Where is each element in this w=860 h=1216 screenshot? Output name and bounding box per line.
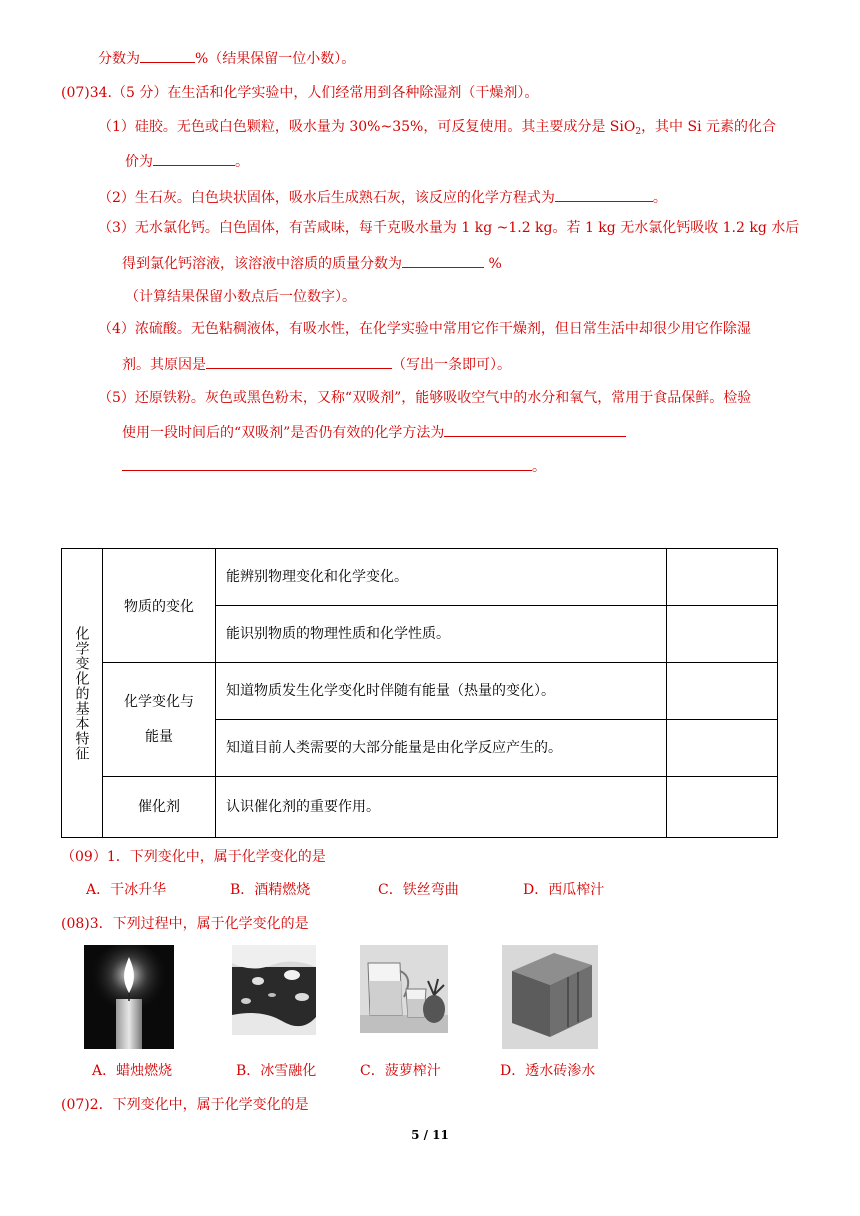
q34-heading: (07)34.（5 分）在生活和化学实验中，人们经常用到各种除湿剂（干燥剂）。 <box>61 85 539 101</box>
q34-part1-text: （1）硅胶。无色或白色颗粒，吸水量为 30%~35%，可反复使用。其主要成分是 SiO <box>98 119 636 135</box>
juice-pitcher-photo <box>360 945 448 1033</box>
q34-part4: （4）浓硫酸。无色粘稠液体，有吸水性，在化学实验中常用它作干燥剂，但日常生活中却很少用它作除湿 <box>98 321 751 337</box>
q08-option-a[interactable]: A．蜡烛燃烧 <box>92 1063 173 1079</box>
table-topic: 化学变化与 <box>124 694 194 710</box>
q34-part1-text-d: 。 <box>235 154 249 170</box>
q34-part1-cont <box>125 150 249 172</box>
q34-part4-text-b: 剂。其原因是 <box>122 357 206 373</box>
table-check-cell <box>666 548 778 606</box>
q34-part2-text: （2）生石灰。白色块状固体，吸水后生成熟石灰，该反应的化学方程式为 <box>98 190 555 206</box>
q09-question: （09）1．下列变化中，属于化学变化的是 <box>61 849 326 865</box>
page-number: 5 / 11 <box>411 1128 449 1142</box>
table-topic-cell <box>102 662 216 777</box>
q34-part5-cont2 <box>122 455 546 477</box>
table-item: 能辨别物理变化和化学变化。 <box>226 569 408 585</box>
table-item: 能识别物质的物理性质和化学性质。 <box>226 626 450 642</box>
subscript-2: 2 <box>635 127 642 137</box>
q08-option-b[interactable]: B．冰雪融化 <box>236 1063 317 1079</box>
q08-option-d[interactable]: D．透水砖渗水 <box>500 1063 596 1079</box>
q34-line0-text-b: %（结果保留一位小数）。 <box>195 51 356 67</box>
answer-blank[interactable] <box>206 353 392 369</box>
answer-blank[interactable] <box>122 455 532 471</box>
q34-part4-cont <box>122 353 511 375</box>
q09-option-c[interactable]: C．铁丝弯曲 <box>378 882 459 898</box>
candle-photo <box>84 945 174 1049</box>
table-check-cell <box>666 662 778 720</box>
q09-option-d[interactable]: D．西瓜榨汁 <box>523 882 605 898</box>
table-topic: 物质的变化 <box>124 599 194 615</box>
q34-part2 <box>98 186 667 208</box>
answer-blank[interactable] <box>444 421 626 437</box>
table-check-cell <box>666 605 778 663</box>
table-item: 认识催化剂的重要作用。 <box>226 799 380 815</box>
table-topic: 能量 <box>145 729 173 745</box>
q34-part5: （5）还原铁粉。灰色或黑色粉末，又称“双吸剂”，能够吸收空气中的水分和氧气，常用于食品保鲜。检验 <box>98 390 752 406</box>
q34-part1 <box>98 117 776 142</box>
answer-blank[interactable] <box>140 47 195 63</box>
answer-blank[interactable] <box>153 150 235 166</box>
table-topic: 催化剂 <box>138 799 180 815</box>
table-item: 知道目前人类需要的大部分能量是由化学反应产生的。 <box>226 740 562 756</box>
q34-part1-text-b: ，其中 Si 元素的化合 <box>641 119 777 135</box>
q08-option-c[interactable]: C．菠萝榨汁 <box>360 1063 441 1079</box>
q34-part3-text-b: 得到氯化钙溶液，该溶液中溶质的质量分数为 <box>122 256 402 272</box>
table-category-label <box>61 548 102 838</box>
q34-part5-text-b: 使用一段时间后的“双吸剂”是否仍有效的化学方法为 <box>122 425 445 441</box>
q34-part3: （3）无水氯化钙。白色固体，有苦咸味，每千克吸水量为 1 kg ~1.2 kg。若 1 kg 无水氯化钙吸收 1.2 kg 水后 <box>98 220 800 236</box>
table-check-cell <box>666 776 778 838</box>
q09-option-a[interactable]: A．干冰升华 <box>86 882 167 898</box>
q08-question: (08)3．下列过程中，属于化学变化的是 <box>61 916 309 932</box>
answer-blank[interactable] <box>402 252 484 268</box>
q34-part4-text-c: （写出一条即可）。 <box>392 357 511 373</box>
category-text: 化学变化的基本特征 <box>73 625 90 761</box>
q34-line0 <box>98 47 355 69</box>
q34-part2-text-b: 。 <box>652 190 667 206</box>
q34-part5-text-c: 。 <box>532 459 546 475</box>
table-item: 知道物质发生化学变化时伴随有能量（热量的变化）。 <box>226 683 555 699</box>
melting-snow-photo <box>232 945 316 1035</box>
q34-part3-note: （计算结果保留小数点后一位数字）。 <box>125 289 356 305</box>
q34-part5-cont <box>122 421 626 443</box>
q34-part1-text-c: 价为 <box>125 154 153 170</box>
table-check-cell <box>666 719 778 777</box>
q34-part3-text-c: % <box>484 256 502 272</box>
q07-question: (07)2．下列变化中，属于化学变化的是 <box>61 1097 309 1113</box>
q34-line0-text-a: 分数为 <box>98 51 140 67</box>
q09-option-b[interactable]: B．酒精燃烧 <box>230 882 311 898</box>
permeable-brick-photo <box>502 945 598 1049</box>
answer-blank[interactable] <box>555 186 653 202</box>
q34-part3-cont <box>122 252 502 274</box>
